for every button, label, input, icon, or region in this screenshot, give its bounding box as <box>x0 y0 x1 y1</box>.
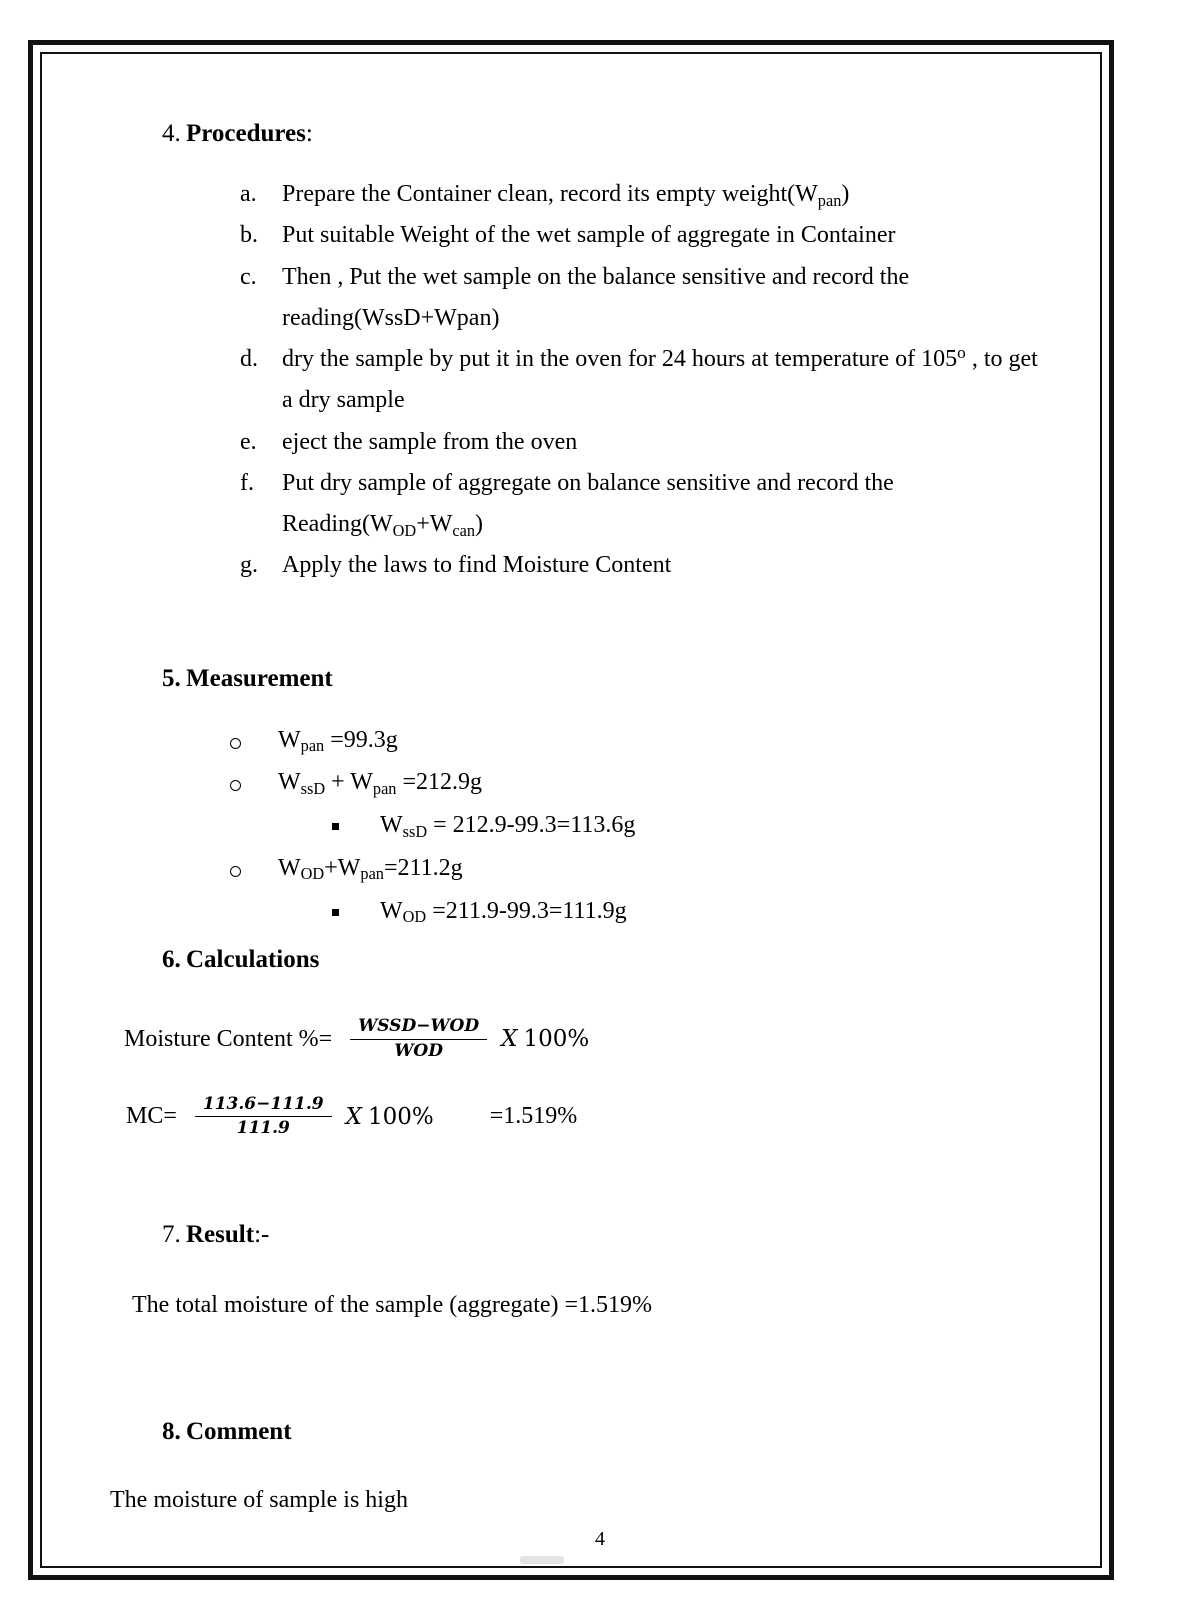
spacer <box>110 932 1050 946</box>
measurement-text: $W_{pan} =99.3g$ <box>278 726 398 756</box>
spacer <box>110 974 1050 1016</box>
subscript: pan <box>372 778 397 798</box>
spacer <box>110 587 1050 665</box>
comment-text: The moisture of sample is high <box>110 1487 408 1514</box>
spacer <box>110 693 1050 719</box>
subscript: OD <box>402 907 427 927</box>
bullet-circle-icon <box>110 778 268 793</box>
list-item-text: Then , Put the wet sample on the balance sensitive and record the <box>282 263 910 290</box>
fraction-numerator: 113.6−111.9 <box>202 1093 324 1114</box>
section-title-measurement: Measurement <box>186 664 333 692</box>
list-marker: g. <box>240 552 258 579</box>
list-item-continuation: $Reading(W_{OD}+W_{can})$ <box>282 511 484 540</box>
fraction-numerator: WSSD−WOD <box>358 1016 480 1037</box>
list-item-text: Put dry sample of aggregate on balance sensitive and record the <box>282 469 894 496</box>
measurement-text: $W_{ssD} = 212.9-99.3=113.6g$ <box>380 812 636 841</box>
subscript: pan <box>300 736 325 756</box>
subscript-can: can <box>452 520 476 540</box>
section-number-calculations: 6. <box>162 946 181 974</box>
formula-label: MC= <box>126 1103 183 1129</box>
page-number: 4 <box>595 1528 605 1550</box>
result-text: The total moisture of the sample (aggregate) =1.519% <box>132 1292 653 1319</box>
list-item <box>110 422 1050 463</box>
list-item-text: eject the sample from the oven <box>282 428 578 455</box>
spacer <box>110 1446 1050 1480</box>
fraction <box>195 1094 332 1140</box>
formula-label: Moisture Content %= <box>124 1025 339 1052</box>
degree-superscript: o <box>957 343 966 363</box>
section-number-measurement: 5. <box>162 664 181 692</box>
section-heading-measurement <box>110 665 1050 693</box>
bullet-square-icon <box>110 804 370 847</box>
measurement-subitem <box>110 890 1050 933</box>
bullet-circle-icon <box>110 864 268 879</box>
formula-factor: 100% <box>523 1026 590 1052</box>
subscript: ssD <box>300 778 326 798</box>
fraction <box>350 1016 487 1062</box>
measurement-item <box>110 719 1050 762</box>
list-marker: f. <box>240 469 254 496</box>
list-marker: d. <box>240 346 258 373</box>
spacer <box>110 148 1050 174</box>
formula-mc-values <box>110 1094 1050 1140</box>
spacer <box>110 1249 1050 1285</box>
list-item <box>110 545 1050 586</box>
fraction-denominator: 111.9 <box>195 1116 332 1139</box>
section-title-suffix-result: :- <box>254 1221 270 1249</box>
multiplication-operator: X <box>501 1026 518 1052</box>
section-number-result: 7. <box>162 1221 181 1249</box>
list-item-text: Prepare the Container clean, record its empty $weight(W_{pan})$ <box>282 181 850 210</box>
list-item-text: dry the sample by put it in the oven for 24 hours at temperature of 105$^o$ , to get <box>282 343 1038 373</box>
list-item-text: Apply the laws to find Moisture Content <box>282 552 672 579</box>
formula-moisture-content <box>110 1016 1050 1062</box>
fraction-denominator: WOD <box>350 1039 487 1062</box>
formula-result: =1.519% <box>489 1103 578 1129</box>
subscript: OD <box>300 864 325 884</box>
subscript: ssD <box>402 821 428 841</box>
measurement-text: $W_{OD}+W_{pan}=211.2g$ <box>278 854 463 884</box>
list-marker: a. <box>240 181 257 207</box>
subscript-pan: pan <box>817 190 842 210</box>
section-title-result: Result:- <box>186 1221 270 1249</box>
section-heading-procedures <box>110 120 1050 148</box>
list-marker: e. <box>240 428 257 455</box>
section-title-calculations: Calculations <box>186 946 320 974</box>
section-heading-comment <box>110 1418 1050 1446</box>
procedures-list <box>110 174 1050 587</box>
measurement-subitem <box>110 804 1050 847</box>
subscript-od: OD <box>392 520 417 540</box>
list-marker: c. <box>240 263 257 290</box>
spacer <box>110 1326 1050 1418</box>
bullet-square-icon <box>110 890 370 933</box>
measurement-text: $W_{OD} =211.9-99.3=111.9g$ <box>380 897 627 927</box>
list-marker: b. <box>240 222 258 249</box>
spacer <box>110 1062 1050 1094</box>
page-content <box>110 120 1050 1521</box>
section-title-procedures: Procedures: <box>186 120 313 147</box>
list-item <box>110 257 1050 298</box>
subscript: pan <box>360 864 384 884</box>
formula-factor: 100% <box>367 1103 434 1130</box>
section-heading-result <box>110 1221 1050 1249</box>
list-item-text: Put suitable Weight of the wet sample of aggregate in Container <box>282 222 896 249</box>
measurement-list <box>110 719 1050 933</box>
section-heading-calculations <box>110 946 1050 974</box>
section-number-procedures: 4. <box>162 120 181 147</box>
section-number-comment: 8. <box>162 1418 181 1446</box>
measurement-item <box>110 847 1050 890</box>
list-item <box>110 174 1050 215</box>
measurement-text: $W_{ssD} + W_{pan} =212.9g$ <box>278 769 483 798</box>
list-item-continuation: reading(WssD+Wpan) <box>282 304 500 331</box>
measurement-item <box>110 761 1050 804</box>
list-item <box>110 339 1050 380</box>
section-title-comment: Comment <box>186 1418 292 1446</box>
list-item <box>110 463 1050 504</box>
multiplication-operator: X <box>345 1103 362 1130</box>
scan-artifact <box>520 1556 564 1564</box>
section-title-suffix-procedures: : <box>305 120 313 147</box>
list-item-continuation: a dry sample <box>282 387 405 414</box>
bullet-circle-icon <box>110 736 268 751</box>
list-item <box>110 215 1050 256</box>
spacer <box>110 1139 1050 1221</box>
